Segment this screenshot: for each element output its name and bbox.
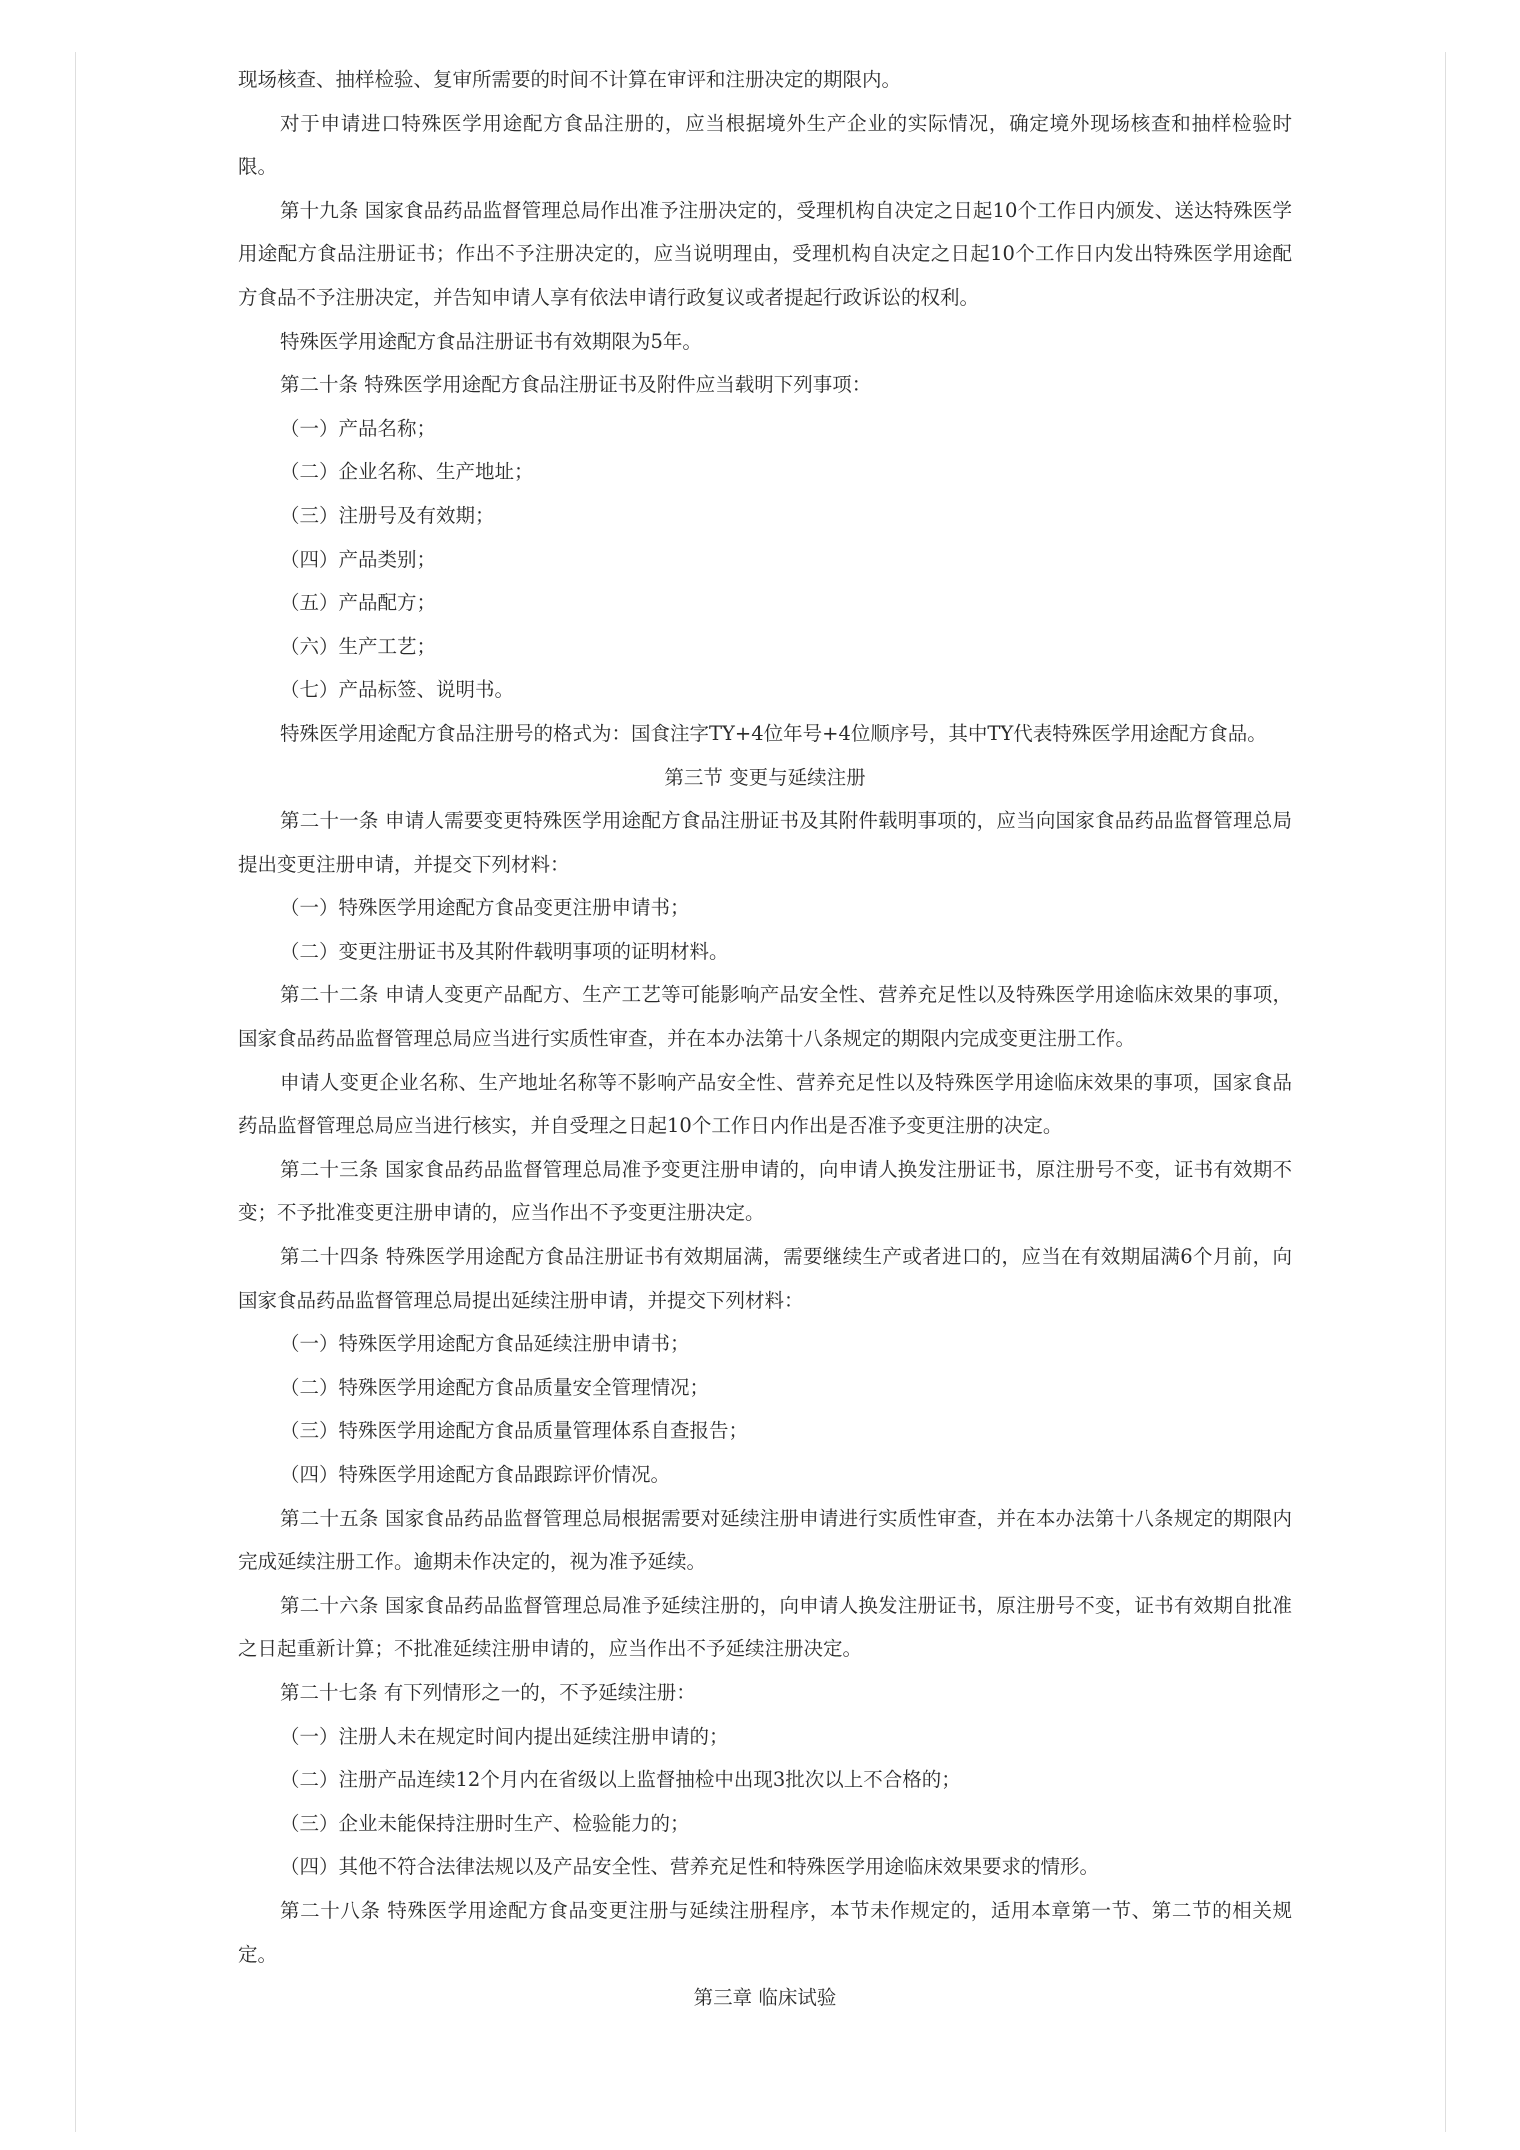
paragraph: （二）特殊医学用途配方食品质量安全管理情况； — [280, 1375, 710, 1399]
section-heading: 第三节 变更与延续注册 — [664, 765, 866, 789]
paragraph: （一）注册人未在规定时间内提出延续注册申请的； — [280, 1724, 729, 1748]
paragraph: （二）变更注册证书及其附件载明事项的证明材料。 — [280, 939, 729, 963]
paragraph: （一）特殊医学用途配方食品变更注册申请书； — [280, 896, 690, 920]
paragraph: （三）特殊医学用途配方食品质量管理体系自查报告； — [280, 1419, 749, 1443]
paragraph: 特殊医学用途配方食品注册号的格式为：国食注字TY+4位年号+4位顺序号，其中TY代表特殊医学用途配方食品。 — [280, 721, 1267, 745]
paragraph: 第二十八条 特殊医学用途配方食品变更注册与延续注册程序，本节未作规定的，适用本章第一节、第二节的相关规定。 — [238, 1898, 1292, 1966]
paragraph: 第二十七条 有下列情形之一的，不予延续注册： — [280, 1680, 696, 1704]
paragraph: （三）注册号及有效期； — [280, 503, 495, 527]
paragraph: 申请人变更企业名称、生产地址名称等不影响产品安全性、营养充足性以及特殊医学用途临床效果的事项，国家食品药品监督管理总局应当进行核实，并自受理之日起10个工作日内作出是否准予变更注册的决定。 — [238, 1070, 1292, 1138]
paragraph: （一）产品名称； — [280, 416, 437, 440]
paragraph: （三）企业未能保持注册时生产、检验能力的； — [280, 1811, 690, 1835]
paragraph: 第二十五条 国家食品药品监督管理总局根据需要对延续注册申请进行实质性审查，并在本办法第十八条规定的期限内完成延续注册工作。逾期未作决定的，视为准予延续。 — [238, 1506, 1292, 1574]
paragraph: （七）产品标签、说明书。 — [280, 678, 515, 702]
paragraph: （二）注册产品连续12个月内在省级以上监督抽检中出现3批次以上不合格的； — [280, 1768, 961, 1792]
paragraph: 对于申请进口特殊医学用途配方食品注册的，应当根据境外生产企业的实际情况，确定境外现场核查和抽样检验时限。 — [238, 111, 1292, 179]
page-border-left — [75, 52, 76, 2132]
paragraph: （一）特殊医学用途配方食品延续注册申请书； — [280, 1332, 690, 1356]
paragraph: 第二十四条 特殊医学用途配方食品注册证书有效期届满，需要继续生产或者进口的，应当在有效期届满6个月前，向国家食品药品监督管理总局提出延续注册申请，并提交下列材料： — [238, 1245, 1292, 1312]
section-heading: 第三章 临床试验 — [693, 1986, 837, 2010]
paragraph: 第二十六条 国家食品药品监督管理总局准予延续注册的，向申请人换发注册证书，原注册号不变，证书有效期自批准之日起重新计算；不批准延续注册申请的，应当作出不予延续注册决定。 — [238, 1593, 1292, 1661]
paragraph: （四）产品类别； — [280, 547, 437, 571]
paragraph: 第二十二条 申请人变更产品配方、生产工艺等可能影响产品安全性、营养充足性以及特殊医学用途临床效果的事项，国家食品药品监督管理总局应当进行实质性审查，并在本办法第十八条规定的期限内完成变更注册工作。 — [238, 983, 1292, 1051]
paragraph: 第二十三条 国家食品药品监督管理总局准予变更注册申请的，向申请人换发注册证书，原注册号不变，证书有效期不变；不予批准变更注册申请的，应当作出不予变更注册决定。 — [238, 1157, 1292, 1225]
page-border-right — [1445, 52, 1446, 2132]
document-body — [238, 58, 1292, 2020]
paragraph: （四）特殊医学用途配方食品跟踪评价情况。 — [280, 1463, 671, 1486]
paragraph: （二）企业名称、生产地址； — [280, 460, 534, 484]
paragraph: （四）其他不符合法律法规以及产品安全性、营养充足性和特殊医学用途临床效果要求的情形。 — [280, 1855, 1100, 1879]
paragraph: 第二十条 特殊医学用途配方食品注册证书及附件应当载明下列事项： — [280, 373, 872, 397]
paragraph: （六）生产工艺； — [280, 634, 437, 658]
paragraph: 特殊医学用途配方食品注册证书有效期限为5年。 — [280, 329, 702, 353]
paragraph: 第十九条 国家食品药品监督管理总局作出准予注册决定的，受理机构自决定之日起10个工作日内颁发、送达特殊医学用途配方食品注册证书；作出不予注册决定的，应当说明理由，受理机构自决定之日起10个工作日内发出特殊医学用途配方食品不予注册决定，并告知申请人享有依法申请行政复议或者提起行政诉讼的权利。 — [238, 198, 1292, 309]
paragraph: 现场核查、抽样检验、复审所需要的时间不计算在审评和注册决定的期限内。 — [238, 68, 902, 91]
paragraph: 第二十一条 申请人需要变更特殊医学用途配方食品注册证书及其附件载明事项的，应当向国家食品药品监督管理总局提出变更注册申请，并提交下列材料： — [238, 809, 1292, 876]
paragraph: （五）产品配方； — [280, 591, 437, 615]
